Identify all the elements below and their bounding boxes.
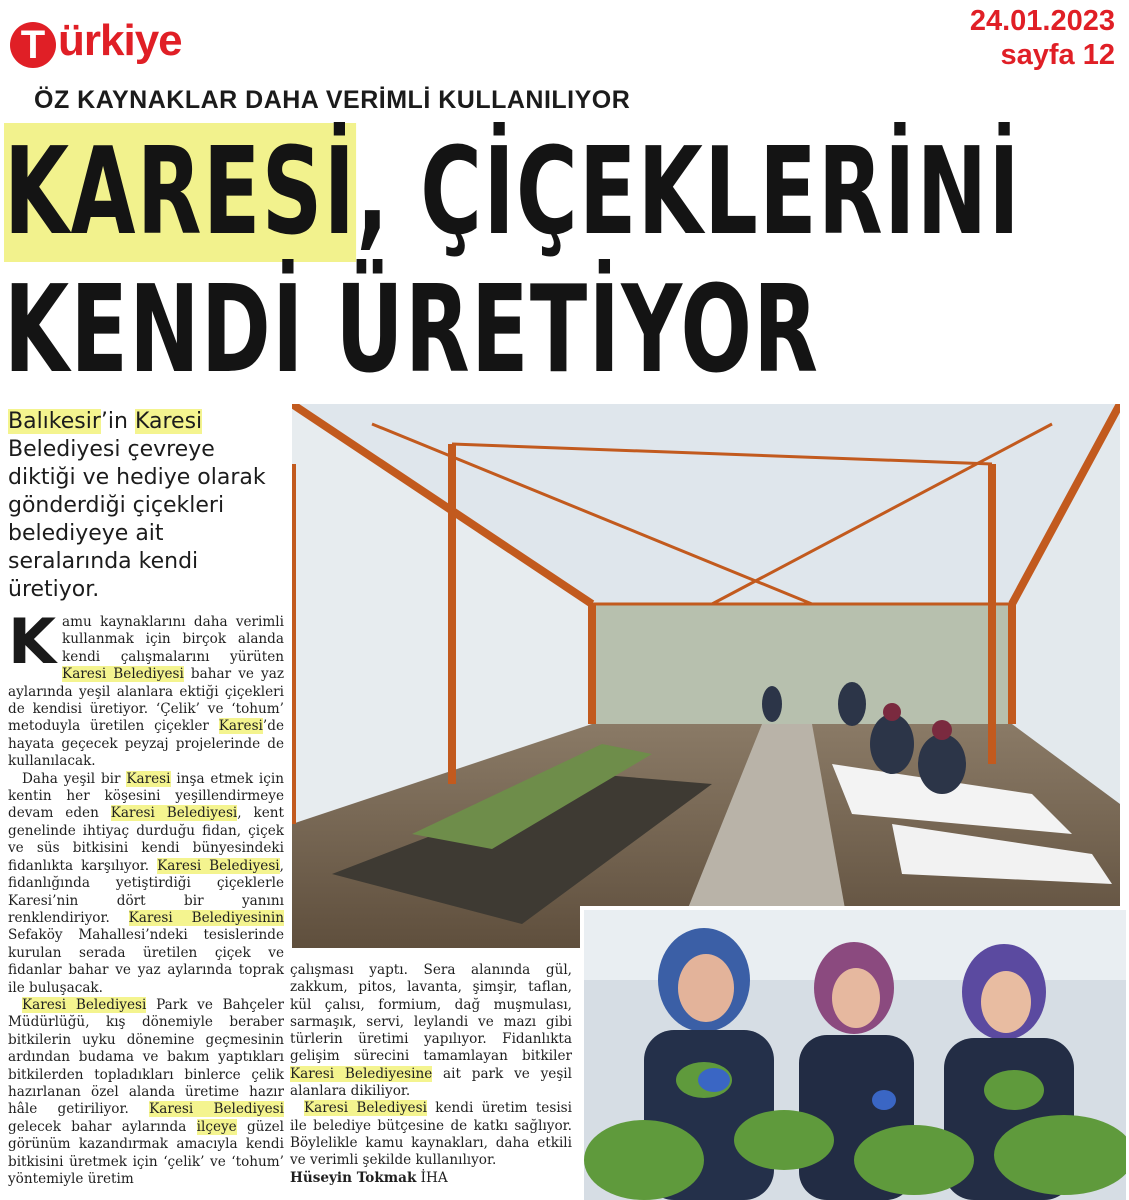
body-paragraph-1: [8, 605, 284, 771]
body-text: güzel görünüm kazandırmak amacıyla kendi bitkisini üretmek için ‘çelik’ ve ‘tohum’ yöntemiyle üretim: [8, 1118, 284, 1187]
body-text: inşa etmek için kentin her köşesini yeşillendirmeye devam eden: [8, 770, 284, 822]
article-column-2: [290, 962, 572, 1187]
kicker-headline: ÖZ KAYNAKLAR DAHA VERİMLİ KULLANILIYOR: [34, 86, 631, 114]
main-headline: [4, 123, 1022, 400]
lead-highlight-karesi: Karesi: [134, 409, 203, 434]
byline: [290, 1170, 572, 1187]
highlight-mark: Karesi Belediyesine: [290, 1065, 433, 1082]
byline-agency: İHA: [416, 1169, 448, 1186]
body-paragraph-3: [8, 997, 284, 1188]
workers-illustration: [584, 910, 1126, 1200]
publication-date-block: [970, 4, 1115, 72]
byline-author: Hüseyin Tokmak: [290, 1169, 417, 1186]
body-text: amu kaynaklarını daha verimli kullanmak için birçok alanda kendi çalışmalarını yürüten: [62, 614, 284, 665]
body-text: ait park ve yeşil alanlara dikiliyor.: [290, 1065, 572, 1100]
lead-paragraph: [8, 408, 280, 604]
highlight-mark: Karesi Belediyesi: [157, 857, 280, 874]
body-text: gelecek bahar aylarında: [8, 1118, 197, 1135]
body-text: , kent genelinde ihtiyaç durduğu fidan, çiçek ve süs bitkisini kendi bünyesindeki fidanlıkta karşılıyor.: [8, 805, 284, 874]
headline-line-1-rest: , ÇİÇEKLERİNİ: [356, 123, 1022, 262]
greenhouse-photo: [292, 404, 1120, 948]
headline-highlight: KARESİ: [4, 123, 357, 262]
highlight-mark: Karesi Belediyesi: [304, 1100, 427, 1117]
highlight-mark: Karesi: [126, 770, 171, 787]
highlight-mark: Karesi Belediyesi: [22, 996, 147, 1013]
headline-line-2: KENDİ ÜRETİYOR: [4, 261, 820, 400]
body-text: Sefaköy Mahallesi’ndeki tesislerinde kurulan serada üretilen çiçek ve fidanlar bahar ve yaz aylarında toprak ile buluşacak.: [8, 927, 284, 996]
body-text: Daha yeşil bir: [22, 770, 127, 787]
logo-wordmark: ürkiye: [58, 16, 182, 65]
highlight-mark: Karesi Belediyesi: [149, 1101, 284, 1118]
headline-line-1: [4, 123, 1022, 262]
highlight-mark: Karesi Belediyesinin: [128, 909, 284, 926]
body-text: Park ve Bahçeler Müdürlüğü, kış dönemiyle beraber bitkilerin uyku dönemine geçmesinin ardından budama ve bakım yaptıkları bitkilerden topladıkları binlerce çelik hazırlanan özel alanda üretime hazır hâle getiriliyor.: [8, 996, 284, 1118]
body-text: , fidanlığında yetiştirdiği çiçeklerle Karesi’nin dört bir yanını renklendiriyor.: [8, 857, 284, 926]
logo-circle-letter: T: [10, 22, 56, 68]
publication-date: 24.01.2023: [969, 5, 1115, 37]
lead-text: ’in: [100, 409, 135, 434]
drop-cap: K: [8, 605, 57, 678]
body-text: çalışması yaptı. Sera alanında gül, zakkum, pitos, lavanta, şimşir, taflan, kül çalısı, formium, dağ muşmulası, sarmaşık, servi, leylandi ve mazı gibi türlerin üretimi yapılıyor. Fidanlıkta gelişim sürecini tamamlayan bitkiler: [290, 962, 572, 1065]
page-number: sayfa 12: [1000, 39, 1115, 71]
highlight-mark: Karesi: [218, 718, 263, 735]
body-text: ’de hayata geçecek peyzaj projelerinde de kullanılacak.: [8, 718, 284, 770]
workers-photo: [580, 906, 1126, 1200]
highlight-mark: ilçeye: [196, 1118, 237, 1135]
body-paragraph-2: [8, 771, 284, 997]
body-text: kendi üretim tesisi ile belediye bütçesine de katkı sağlıyor. Böylelikle kamu kaynakları, daha etkili ve verimli şekilde kullanılıyor.: [290, 1100, 572, 1169]
lead-highlight-balikesir: Balıkesir: [8, 409, 101, 434]
body-paragraph-5: [290, 1100, 572, 1169]
newspaper-logo: [10, 12, 290, 78]
highlight-mark: Karesi Belediyesi: [110, 805, 238, 822]
greenhouse-illustration: [292, 404, 1120, 948]
highlight-mark: Karesi Belediyesi: [62, 666, 184, 683]
body-text: bahar ve yaz aylarında yeşil alanlara ektiği çiçekleri de kendisi üretiyor. ‘Çelik’ ve ‘tohum’ metoduyla üretilen çiçekler: [8, 666, 284, 735]
lead-text-rest: Belediyesi çevreye diktiği ve hediye olarak gönderdiği çiçekleri belediyeye ait seralarında kendi üretiyor.: [8, 437, 266, 602]
body-paragraph-4: [290, 962, 572, 1100]
article-column-1: [8, 605, 284, 1188]
